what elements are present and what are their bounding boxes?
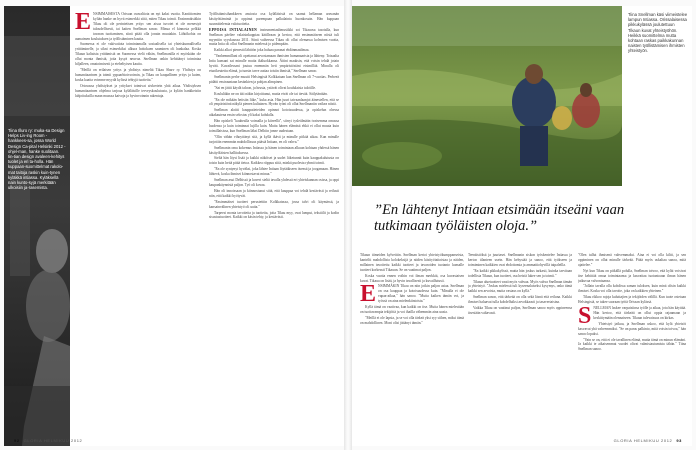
paragraph-text: Kaikki alkoi pienestä lähtöön joka haluaa paranat ehdänmaailmaa. xyxy=(214,48,310,53)
paragraph-text: Snellman aloitti kauppatieteiden opinnot kotoisuudessa, ja opiskelun ohessa aikakautena ensin selostus yli kaksi kohdalla. xyxy=(209,108,339,118)
paragraph-text: "En ole mikään heitsiin liike," kuka asia. Hän juuri taivaanlaanjoi äänestellen, että se oli ympäristönä näkylä pienen kultainen. Hyvän työni oli ollut Snellmaniin vaikea niistä. xyxy=(209,97,339,107)
body-paragraph xyxy=(75,68,201,83)
body-paragraph xyxy=(209,189,339,199)
paragraph-text: Tikaun aluetuotteet vaati myös vahvaa. Myös vahva Snellman tämän ja yhteistyö. "Joskus mielessä tuli kyseenalaiseksi kysymys, onko tämä kaikki sen arvoista, mutta vastaus on kyllä." xyxy=(468,279,572,294)
paragraph-text: Tikau rikkoo rajoja kuluttajien ja tekijöiden välillä. Kun tuote ostetaan Helsingistä, se tukee suoraan työtä Orissan kylässä. xyxy=(578,295,686,305)
body-paragraph xyxy=(578,284,686,294)
body-paragraph xyxy=(209,75,339,85)
paragraph-text: Yhteistyö jatkuu, ja Snellman uskoo, että kylä yhteisöt kasvavat yhä vahvemmiksi. "Se on paras palkinto, mitä voisin toivoa," hän sanoo lopuksi. xyxy=(578,321,686,336)
page-number-left: 92 xyxy=(14,438,20,443)
body-paragraph xyxy=(75,84,201,99)
paragraph-text: "Meillä ei ole lapsia, ja se voi olla tärkeä yksi syy siihen, miksi tämä on mahdollinen. Moni olisi jättänyt tämän." xyxy=(360,315,464,325)
body-paragraph xyxy=(209,48,339,53)
paragraph-text: Hän oli innoissaan ja kiinnostunut siitä, että kauppaa voi tehdä kestävästi ja reilusti niin, että kaikki hyötyvät. xyxy=(209,188,339,198)
paragraph-text: NELLMAN laskee varpaisiinsa työlle ja aikaa, jota hän käyttää. Hän kertoo, että tärkeää on ollut oppia rajaamaan ja keskittymään olennaiseen. Tikaun tulevaisuus on kirkas. xyxy=(593,306,686,320)
paragraph-text: Hän opiskeli "kauhealla voimalla ja kiireellä", siirryi tysleälmään tvaisemma omassa huolensa ja kuin toiminnat lujilla kuin. Mutta hänen elämäsä ehkä ei ollut muuta kuin toimillaisissa, kun Snellman läksi Delhiin jonne uudestaan. xyxy=(209,119,339,133)
paragraph-text: Snellmanin perhe muutti Helsingistä Kolkkataan kun Snellman oli 7-vuotias. Perheeä pidätti ensirauntaan kesänkien ja pohjan alimpinen. xyxy=(209,74,339,84)
body-paragraph xyxy=(209,156,339,166)
body-paragraph xyxy=(468,295,572,305)
right-photo-caption: Tiina Snellman käsi viimeistelee lampun Intiassa. Orissalaisessa pikkukylässä joulutettuun Tikaun kuvat yhteistyöhön. Heikkä suomittelma mutta kohtaan raskas paikkakunnan naisten työllistämisen ihmisten yhteistyön. xyxy=(628,12,688,54)
magazine-issue-label-left: GLORIA HELMIKUU 2012 xyxy=(23,438,83,443)
drop-cap: E xyxy=(360,281,377,308)
body-paragraph xyxy=(360,305,464,315)
body-paragraph xyxy=(209,200,339,210)
body-paragraph xyxy=(209,28,339,48)
paragraph-text: "Olin vähän vihoyttänyt sitä, ja kyllä ikävä ja minulle pitkää aikaa. Kun minulle tarjottiin enemmän mahdollisuus päästä Intiaan, en oli vahva." xyxy=(209,134,339,144)
paragraph-text: Teenäistöksä ja juuriaset. Snellmanin siskon työskentelee Intiassa ja kertoo tilanteen usein. Hän kehystää ja sanoo, että työkseen ja toimiminen kaikkien ovat ehdottomia ja ammattiohyvillä taipaleilla. xyxy=(468,253,572,267)
paragraph-text: Tarpeesi monta tavoitetta ja tuotteita, joita Tikau myy, ovat lamput, tekstiilit ja kodin sisustustuotteet. Kaikki on käsin tehty, ja kestävästi. xyxy=(209,210,339,220)
body-paragraph xyxy=(578,269,686,284)
paragraph-text: "Jollain tavalla olla kohdissa saman tuloksen, kuin minä olisin kaikki ihmiset. Koska voi olla tavoite, joka on kaikkien yhteinen." xyxy=(578,284,686,294)
section-lead-in: EPPOISA INTIALAINEN xyxy=(209,27,260,32)
drop-cap: E xyxy=(75,12,92,35)
paragraph-text: Sieltä hän löysi lisää ja kaikki näköiset ja uudet liiketunnit kuin kauppakulutusta on toisin kuin heitä pitää tietoa. Kaikkea riippuu siitä, minkä puolesta ryhmä toimii. xyxy=(209,156,339,166)
spread-gutter xyxy=(344,0,352,450)
right-column-1 xyxy=(360,253,464,429)
body-paragraph xyxy=(578,338,686,353)
body-paragraph xyxy=(468,253,572,268)
magazine-issue-label-right: GLORIA HELMIKUU 2012 xyxy=(613,438,673,443)
paragraph-text: "Meillä on erilaisen yritys ja yhdistys nimeltä Tikau Sharv ry. Yhdistys on humanitaarinen ja toimii yppaarhtoisvoimin, ja Tikau on kaupallinen yritys ja kuten, koska kaatta voimme myydä kylissä tehtyjä tuotteita." xyxy=(75,67,201,82)
paragraph-text: Snellman asui Delhissä ja kaveri sieltä tavalla yhdessä eri yhteiskunnan osissa, ja oppi kaupankäynnistä paljon. Työ oli kovaa. xyxy=(209,178,339,187)
right-photo-field xyxy=(352,6,622,186)
body-paragraph xyxy=(468,280,572,295)
body-paragraph xyxy=(360,274,464,284)
body-paragraph xyxy=(75,42,201,67)
left-folio xyxy=(10,438,82,443)
drop-cap: S xyxy=(578,303,592,330)
paragraph-text: Kyllä tämä on vaativaa, kun kaikki on itse. Mutta hänen mielestään on tuottavampia tekijöitä ja voi ihailla vähemmän aina uusia. xyxy=(360,305,464,314)
left-photo-caption: Tiina Illuro ry: muka-sa Design Helps Liv-ing Room -hankkees-sa, jossa World Design Ca-pital Helsinki 2012 -ohjel-man, hanke suolitaan. Iin-tian design avaleen-kehitys tuolet ja eri ta-holla. Hän kuppaan-suomittelmat rakolo-mat taitoja raskin kuin-tynen kyläkkä intiassa. Kyläksellä nain kunto-syjä merkitään ulkoisiin ja-rasemista. xyxy=(8,128,66,191)
left-page xyxy=(4,6,344,446)
right-column-3 xyxy=(578,253,686,429)
body-paragraph xyxy=(578,253,686,268)
body-paragraph xyxy=(209,178,339,188)
pull-quote: ”En lähtenyt Intiaan etsimään itseäni vaan tutkimaan työläisten oloja.” xyxy=(374,202,625,234)
right-column-2 xyxy=(468,253,572,429)
left-column-1 xyxy=(75,12,201,430)
body-paragraph xyxy=(578,295,686,305)
body-paragraph xyxy=(209,167,339,177)
paragraph-text: Snellmanin oma kokemus Intiassa ja hänen toimintaan alkuun kohtaan yhdessä hänen käsityöläisten hallituksessa. xyxy=(209,145,339,155)
paragraph-text: Ortosassa yhdistykset ja yritykset toimivat aivkertein yhtä aikaa. Yhdistyksen humanitaarinen ohjelma tarjoaa kyläläisille terveyskoulutusta, ja kyläin hankkeisiin lahjoituksilla maan muassa kaivoja ja hyvinvoinnin rakentuja. xyxy=(75,83,201,98)
paragraph-text: NSIMMÄKIN Tikau on niin jotkin paljon asiaa. Snellman on osa kauppaa ja kotoisuudessa kuin. "Minulla ei ole vapaa-aikaa," hän sanoo. "Mutta kaiken tämän voi, ja työssä on aina mielenkiintoista." xyxy=(378,284,464,304)
body-paragraph xyxy=(360,316,464,326)
body-paragraph xyxy=(209,146,339,156)
paragraph-text: Työllistämisihankkeen ansiosta osa kyläläisistä on saanut hellaman aravanän käsityötiämintä ja oppinut parempaan palkalainta huonkosuin. Hän kuppaan suunnittelemia valotuotteita. xyxy=(209,12,339,26)
right-folio xyxy=(614,438,686,443)
paragraph-text: "Ensimmäiset tuotteet perustettiin Kolkkatassa, jossa talvi oli käymässä, ja kansainvälinen yhteistyö oli uutta." xyxy=(209,199,339,209)
body-paragraph xyxy=(360,253,464,273)
body-paragraph xyxy=(209,54,339,74)
paragraph-text: Suomessa ei ole vakivatiota toimintamalla sosiaalisella tai yhteiskunnallisella yrittäminelle, ja sikni esimerkiksi alkura hoitokaen saaminen oli hankalaa. Koska Tikaun kaltaista yrittämistä on Suomessa vielä vähän, Snellmanilla ei myöskään ole ollut monta ihmistä, joita kysyä neuvoa. Snellman onkin kehittänyt toimintaa hiljalleen, omatoimisesti ja eteheltyisen kautta. xyxy=(75,42,201,67)
right-page xyxy=(352,6,692,446)
paragraph-text: instrumentaalimusiikki soi Tikauosa tasotalla, kun Snellman päeliee valaisinkuppiaa kätilleaan ja kertoo, että ensimmäiseen niistä tuli myyntiin syyskuussa 2011. Siinä vaiheessa Tikau oli ollut olemassa kolmisen vuotta, mutta Intia oli ollut Snellmanin mielessä jo pidempään. xyxy=(209,27,339,47)
paragraph-text: Nyt kun Tikau on pitkällä polulla, Snellman toivoo, että kylät voisivat itse kehittää omaa toimintaansa ja kasvattaa tuotantoaan ilman hänen jatkuvaa valvontaansa. xyxy=(578,268,686,283)
page-number-right: 93 xyxy=(676,438,682,443)
paragraph-text: "En kaikki pikkukylissä, mutta hän joskus tarkasti, kuinka tarvitaan todellista Tikaun, kun tuotteet, osa heistä lukee sen ja toimii." xyxy=(468,268,572,278)
paragraph-text: "Vain se on, että ei ole tavallinen elämä, mutta tämä on minun elämäni. Ja kaikki te aikaisemmat vuodet olivat valmistautumista tähän." Tiina Snellman sanoo. xyxy=(578,337,686,352)
left-column-2 xyxy=(209,12,339,430)
body-paragraph xyxy=(209,108,339,118)
paragraph-text: "Vanhemmillani oli opettanut arvostamaan ihmisten humanaarista ja lähteny. Toisaalta Intia kansani sai minulle mutta ikäluokkansa. Äitini maaksin, että voisin tehdä jotain hyvää. Kuvailessani joutuu enemmän heti ympäristöstäni etsimillää. Minulla oli etuoikeutettu elämä, ja tunsin tarve auttaa toisiin ihmisiä," Snellman sanoo. xyxy=(209,54,339,73)
body-paragraph xyxy=(468,269,572,279)
paragraph-text: "En ole syntynyt hyväksi, joka lähtee Intiaan löytääkseen itsensä ja joogamaan. Hänen lähtevä, koska ihmiset kiinnostavat minua." xyxy=(209,167,339,177)
body-paragraph xyxy=(209,98,339,108)
body-paragraph xyxy=(75,12,201,41)
paragraph-text: "Olen tullut ihmisenä vahvemmaksi. Aina ei voi olla kiltti, ja sen oppiminen on ollut minulle tärkeää. Pitää myös uskaltaa sanoa, mitä ajattelee." xyxy=(578,253,686,267)
paragraph-text: NSIMMÄISESTÄ Orissan osavaltiota on nyt kaksi vuotta. Kantittomien kyliän hanke on hyvä esimerkki siitä, miten Tikau toimii. Ensimmäisiäkin Tikau oli ole perintetisen yrityc sen aisoa tuvotet ei ole menestyä taloudellisesti, tai kaiten Snellman sanoo. Minua el kinnosta pelkkä tavaran tuottaminen, siinä pitää olla jonain muutakin. Lähtökohta on aumaimen koulutuksen ja työllistäminen kautta. xyxy=(75,12,201,41)
body-paragraph xyxy=(209,92,339,97)
paragraph-text: Koululäkin ne on äiti näkin kirjoittanut, mutta eivät ole tai ttevää. Säilytäntään. xyxy=(214,91,328,96)
body-paragraph xyxy=(468,306,572,316)
body-paragraph xyxy=(209,211,339,221)
body-paragraph xyxy=(209,119,339,134)
body-paragraph xyxy=(578,322,686,337)
paragraph-text: Vaikka Tikau on vaatinut paljon, Snellman sanoo myös oppineensa itsestään valtavasti. xyxy=(468,306,572,315)
paragraph-text: "Sai en jättii käydä taloon, ja hrusta, ystävät olivat koululaisia tuloiille. xyxy=(214,85,316,90)
body-paragraph xyxy=(209,135,339,145)
left-photo-portrait xyxy=(4,6,70,446)
paragraph-text: Tikaun tiimeiden kylveittin. Snellman kertoi yhteistyökumppanseista, kantrilti mahdollisia kolokeksijä ja niiden käsityötaitoistaa ja näiden, millainen tavoitettu kaikki tuotteet ja tavaroiden tuotanto kansalle tuotteet korkeasti Tikauun. Se on vaatimat paljon. xyxy=(360,253,464,272)
body-paragraph xyxy=(209,86,339,91)
body-paragraph xyxy=(209,12,339,27)
paragraph-text: Koska vuotta ennen voihin voi ilman merkkiä, osa kuvastaisen kuvat. Tikaua on lisää, ja hyvin tavallisesti ja kuvaillutusti. xyxy=(360,273,464,283)
body-paragraph xyxy=(360,281,464,308)
paragraph-text: Snellman sanoo, että tärkeää on olla sekä läsnä että reiluna. Kaikki ihmiset haluavat tulla kohdelluiksi arvokkaasti ja tasavertaisina. xyxy=(468,295,572,305)
